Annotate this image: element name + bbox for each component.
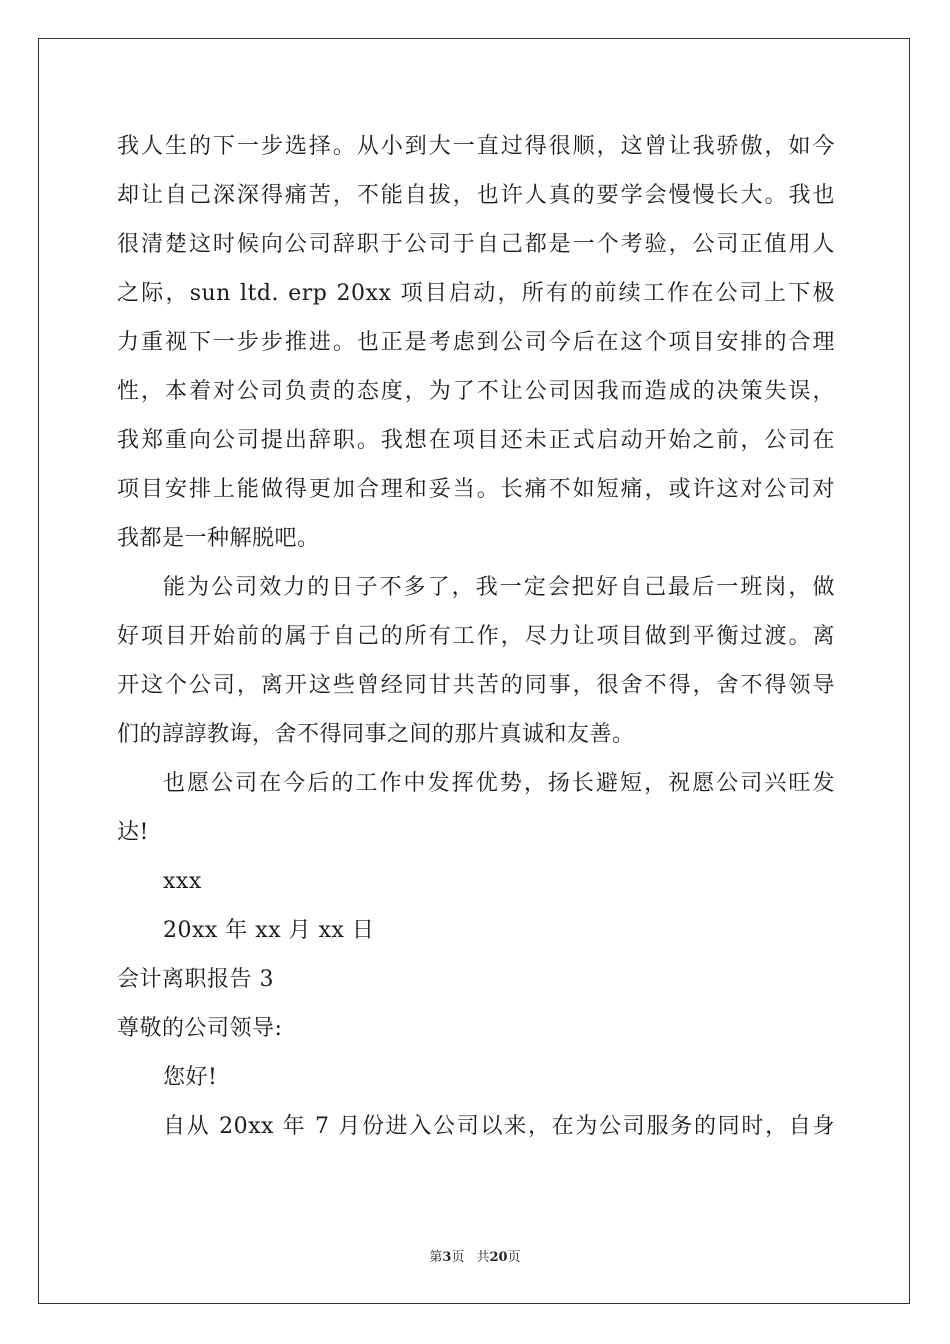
- text-line: 很清楚这时候向公司辞职于公司于自己都是一个考验，公司正值用人: [117, 232, 835, 257]
- text-line: 力重视下一步步推进。也正是考虑到公司今后在这个项目安排的合理: [117, 330, 835, 355]
- footer-prefix: 第: [429, 1250, 443, 1265]
- text-line: 项目安排上能做得更加合理和妥当。长痛不如短痛，或许这对公司对: [117, 477, 835, 502]
- document-body: [117, 122, 835, 1151]
- page-footer: [0, 1250, 950, 1266]
- footer-total-prefix: 共: [476, 1250, 490, 1265]
- text-line: 我郑重向公司提出辞职。我想在项目还未正式启动开始之前，公司在: [117, 428, 835, 453]
- signature-date: 20xx 年 xx 月 xx 日: [163, 918, 375, 943]
- text-line: 我都是一种解脱吧。: [117, 526, 320, 551]
- text-line: 却让自己深深得痛苦，不能自拔，也许人真的要学会慢慢长大。我也: [117, 183, 835, 208]
- text-line: 性，本着对公司负责的态度，为了不让公司因我而造成的决策失误，: [117, 379, 835, 404]
- footer-page-unit: 页: [451, 1250, 465, 1265]
- text-line: 我人生的下一步选择。从小到大一直过得很顺，这曾让我骄傲，如今: [117, 134, 835, 159]
- text-line: 开这个公司，离开这些曾经同甘共苦的同事，很舍不得，舍不得领导: [117, 673, 835, 698]
- paragraph-first-line: 自从 20xx 年 7 月份进入公司以来，在为公司服务的同时，自身: [163, 1114, 835, 1139]
- paragraph-first-line: 能为公司效力的日子不多了，我一定会把好自己最后一班岗，做: [163, 575, 835, 600]
- greeting: 您好!: [163, 1065, 218, 1090]
- salutation: 尊敬的公司领导:: [117, 1016, 283, 1041]
- section-title: 会计离职报告 3: [117, 967, 274, 992]
- text-line: 达!: [117, 820, 149, 845]
- total-pages-number: 20: [489, 1250, 508, 1265]
- paragraph-first-line: 也愿公司在今后的工作中发挥优势，扬长避短，祝愿公司兴旺发: [163, 771, 835, 796]
- text-line: 们的諄諄教诲，舍不得同事之间的那片真诚和友善。: [117, 722, 635, 747]
- text-line: 之际，sun ltd. erp 20xx 项目启动，所有的前续工作在公司上下极: [117, 281, 835, 306]
- current-page-number: 3: [442, 1250, 452, 1265]
- text-line: 好项目开始前的属于自己的所有工作，尽力让项目做到平衡过渡。离: [117, 624, 835, 649]
- signature-name: xxx: [163, 869, 202, 894]
- footer-total-unit: 页: [507, 1250, 521, 1265]
